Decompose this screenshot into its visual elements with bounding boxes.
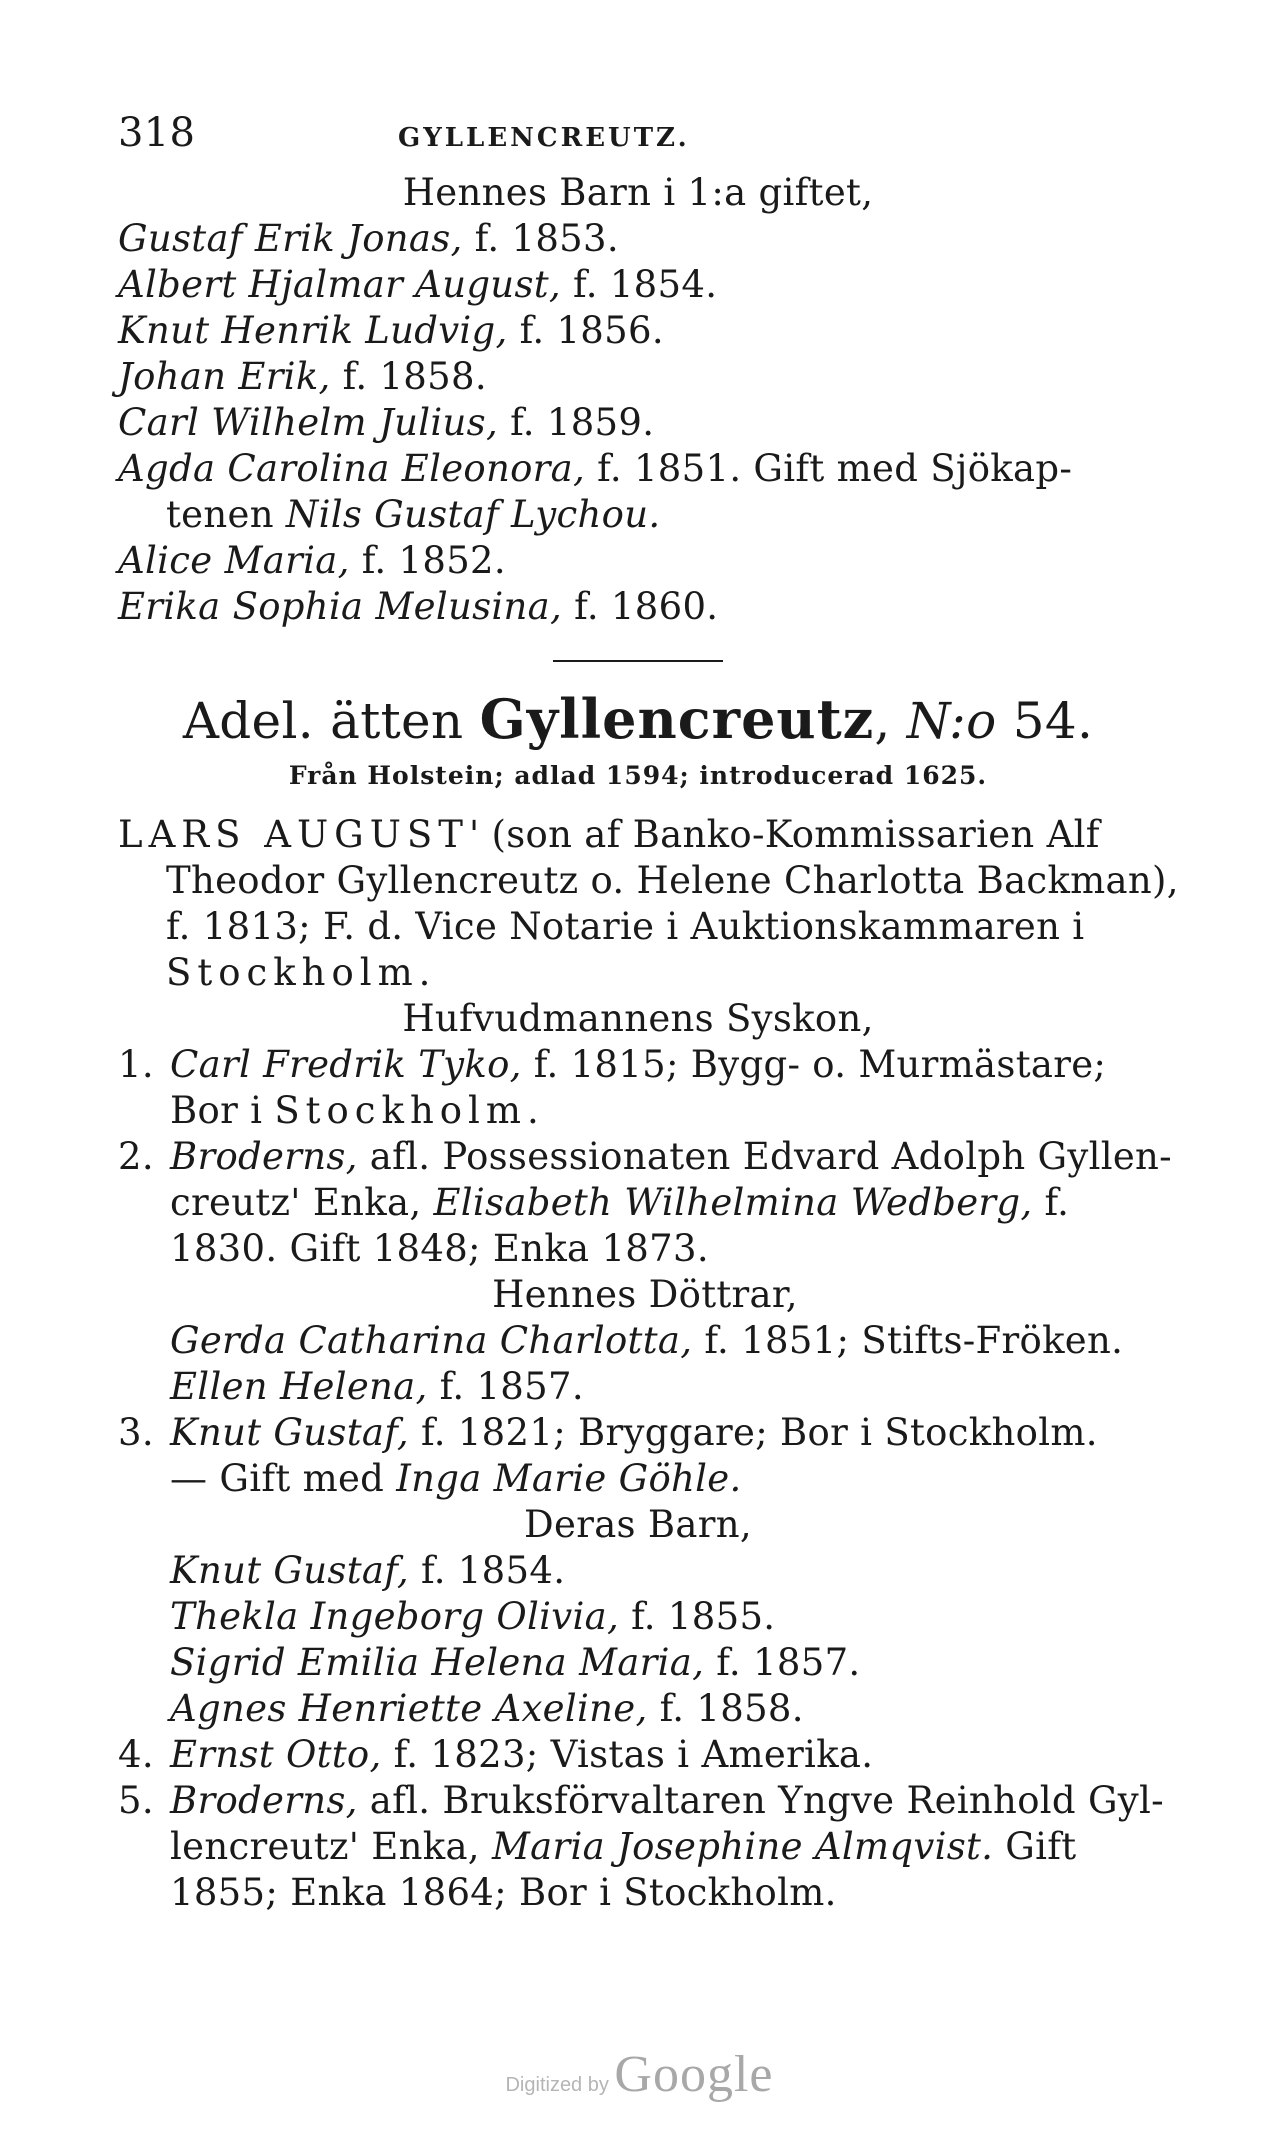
section-divider [553, 660, 723, 662]
sibling-entry-5: 5. Broderns, afl. Bruksförvaltaren Yngve Reinhold Gyl- lencreutz' Enka, Maria Josephine Almqvist. Gift 1855; Enka 1864; Bor i Stockholm. [118, 1779, 1164, 1914]
running-head: GYLLENCREUTZ. [398, 123, 690, 153]
sibling-entry-1: 1. Carl Fredrik Tyko, f. 1815; Bygg- o. Murmästare; Bor i Stockholm. [118, 1043, 1107, 1132]
daughters-heading: Hennes Döttrar, [492, 1273, 798, 1316]
book-page [118, 110, 1179, 1916]
child-entry-agda: Agda Carolina Eleonora, f. 1851. Gift med Sjökap- [118, 447, 1073, 490]
digitized-label: Digitized by [505, 2074, 615, 2096]
page-header [118, 110, 1158, 170]
family-subtitle: Från Holstein; adlad 1594; introducerad 1625. [288, 761, 988, 790]
google-logo: Google [614, 2046, 774, 2103]
sibling-entry-2: 2. Broderns, afl. Possessionaten Edvard Adolph Gyllen- creutz' Enka, Elisabeth Wilhelmina Wedberg, f. 1830. Gift 1848; Enka 1873. Hennes Döttrar, Gerda Catharina Charlotta, f. 1851; Stifts-Fröken. Ellen Helena, f. 1857. [118, 1135, 1172, 1408]
page-number: 318 [118, 110, 196, 156]
sibling-entry-4: 4. Ernst Otto, f. 1823; Vistas i Amerika. [118, 1733, 874, 1776]
children-heading-2: Deras Barn, [524, 1503, 752, 1546]
child-entry: Johan Erik, f. 1858. [118, 355, 487, 398]
sibling-entry-3: 3. Knut Gustaf, f. 1821; Bryggare; Bor i Stockholm. — Gift med Inga Marie Göhle. Deras Barn, Knut Gustaf, f. 1854. Thekla Ingeborg Olivia, f. 1855. Sigrid Emilia Helena Maria, f. 1857. Agnes Henriette Axeline, f. 1858. [118, 1410, 1158, 1732]
family-name: Gyllencreutz [479, 687, 875, 751]
child-entry: Carl Wilhelm Julius, f. 1859. [118, 401, 655, 444]
digitized-by-google-watermark [0, 2045, 1279, 2104]
child-entry: Alice Maria, f. 1852. [118, 539, 506, 582]
children-heading: Hennes Barn i 1:a giftet, [402, 171, 874, 214]
child-entry: Albert Hjalmar August, f. 1854. [118, 263, 718, 306]
siblings-heading: Hufvudmannens Syskon, [402, 997, 874, 1040]
head-of-family-cont: f. 1813; F. d. Vice Notarie i Auktionskammaren i [166, 905, 1085, 948]
child-entry-agda-cont: tenen Nils Gustaf Lychou. [166, 493, 661, 536]
child-entry: Knut Henrik Ludvig, f. 1856. [118, 309, 664, 352]
head-of-family: LARS AUGUST' (son af Banko-Kommissarien Alf [118, 813, 1100, 856]
child-entry: Erika Sophia Melusina, f. 1860. [118, 585, 719, 628]
family-title: Adel. ätten Gyllencreutz, N:o 54. [182, 687, 1094, 751]
head-of-family-cont: Stockholm. [166, 951, 437, 994]
child-entry: Gustaf Erik Jonas, f. 1853. [118, 217, 619, 260]
head-of-family-cont: Theodor Gyllencreutz o. Helene Charlotta Backman), [166, 859, 1179, 902]
